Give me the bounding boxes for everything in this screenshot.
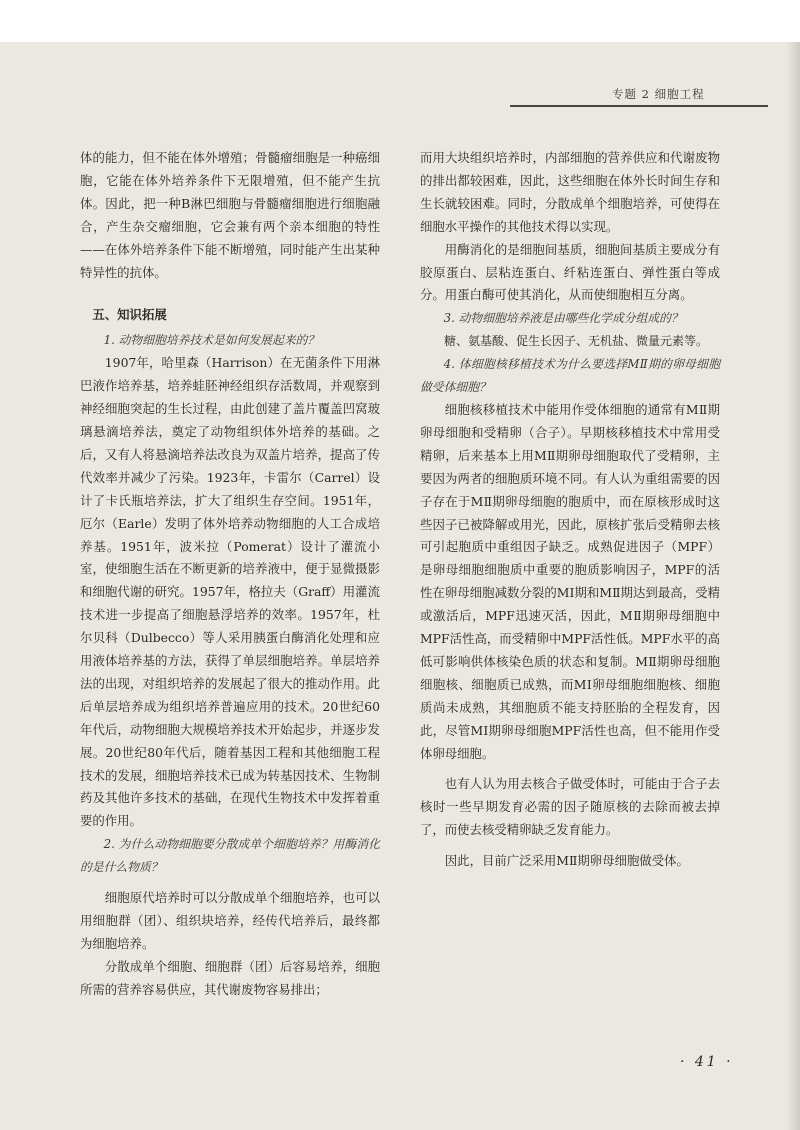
question-3: 3. 动物细胞培养液是由哪些化学成分组成的？ — [443, 311, 683, 326]
intro-paragraph: 体的能力，但不能在体外增殖；骨髓瘤细胞是一种癌细胞，它能在体外培养条件下无限增殖，但不能产生抗体。因此，把一种B淋巴细胞与骨髓瘤细胞进行细胞融合，产生杂交瘤细胞，它会兼有两个亲本细胞的特性——在体外培养条件下能不断增殖，同时能产生出某种特异性的抗体。 — [80, 150, 380, 280]
question-4: 4. 体细胞核移植技术为什么要选择MⅡ期的卵母细胞做受体细胞？ — [420, 357, 720, 395]
book-page — [0, 42, 800, 1130]
running-header: 专题 2 细胞工程 — [612, 87, 705, 101]
answer-1: 1907年，哈里森（Harrison）在无菌条件下用淋巴液作培养基，培养蛙胚神经组织存活数周，并观察到神经细胞突起的生长过程，由此创建了盖片覆盖凹窝玻璃悬滴培养法，奠定了动物组织体外培养的基础。之后，又有人将悬滴培养法改良为双盖片培养，提高了传代效率并减少了污染。1923年，卡雷尔（Carrel）设计了卡氏瓶培养法，扩大了组织生存空间。1951年，厄尔（Earle）发明了体外培养动物细胞的人工合成培养基。1951年，波米拉（Pomerat）设计了灌流小室，使细胞生活在不断更新的培养液中，便于显微摄影和细胞代谢的研究。1957年，格拉夫（Graff）用灌流技术进一步提高了细胞悬浮培养的效率。1957年，杜尔贝科（Dulbecco）等人采用胰蛋白酶消化处理和应用液体培养基的方法，获得了单层细胞培养。单层培养法的出现，对组织培养的发展起了很大的推动作用。此后单层培养成为组织培养普遍应用的技术。20世纪60年代后，动物细胞大规模培养技术开始起步，并逐步发展。20世纪80年代后，随着基因工程和其他细胞工程技术的发展，细胞培养技术已成为转基因技术、生物制药及其他许多技术的基础，在现代生物技术中发挥着重要的作用。 — [80, 355, 380, 829]
enzyme-paragraph: 用酶消化的是细胞间基质，细胞间基质主要成分有胶原蛋白、层粘连蛋白、纤粘连蛋白、弹性蛋白等成分。用蛋白酶可使其消化，从而使细胞相互分离。 — [420, 241, 720, 303]
answer-3: 糖、氨基酸、促生长因子、无机盐、微量元素等。 — [444, 334, 709, 349]
section-title: 五、知识拓展 — [92, 307, 167, 323]
question-2: 2. 为什么动物细胞要分散成单个细胞培养？用酶消化的是什么物质？ — [80, 837, 380, 875]
header-rule — [510, 105, 768, 107]
page-number: · 41 · — [680, 1054, 734, 1070]
answer-2-paragraph-1: 细胞原代培养时可以分散成单个细胞培养，也可以用细胞群（团）、组织块培养，经传代培养后，最终都为细胞培养。 — [80, 890, 380, 951]
answer-4-paragraph-3: 因此，目前广泛采用MⅡ期卵母细胞做受体。 — [444, 853, 689, 869]
right-column — [420, 147, 720, 873]
continued-paragraph: 而用大块组织培养时，内部细胞的营养供应和代谢废物的排出都较困难，因此，这些细胞在体外长时间生存和生长就较困难。同时，分散成单个细胞培养，可使得在细胞水平操作的其他技术得以实现。 — [420, 150, 720, 234]
left-column — [80, 147, 380, 1002]
answer-2-paragraph-2: 分散成单个细胞、细胞群（团）后容易培养，细胞所需的营养容易供应，其代谢废物容易排出； — [80, 958, 380, 997]
answer-4-paragraph-1: 细胞核移植技术中能用作受体细胞的通常有MⅡ期卵母细胞和受精卵（合子）。早期核移植技术中常用受精卵，后来基本上用MⅡ期卵母细胞取代了受精卵，主要因为两者的细胞质环境不同。有人认为重组需要的因子存在于MⅡ期卵母细胞的胞质中，而在原核形成时这些因子已被降解或用光，因此，原核扩张后受精卵去核可引起胞质中重组因子缺乏。成熟促进因子（MPF）是卵母细胞细胞质中重要的胞质影响因子，MPF的活性在卵母细胞减数分裂的MⅠ期和MⅡ期达到最高，受精或激活后，MPF迅速灭活，因此，MⅡ期卵母细胞中MPF活性高，而受精卵中MPF活性低。MPF水平的高低可影响供体核染色质的状态和复制。MⅡ期卵母细胞细胞核、细胞质已成熟，而MⅠ卵母细胞细胞核、细胞质尚未成熟，其细胞质不能支持胚胎的全程发育，因此，尽管MⅠ期卵母细胞MPF活性也高，但不能用作受体卵母细胞。 — [420, 401, 720, 761]
question-1: 1. 动物细胞培养技术是如何发展起来的？ — [103, 333, 320, 348]
answer-4-paragraph-2: 也有人认为用去核合子做受体时，可能由于合子去核时一些早期发育必需的因子随原核的去除而被去掉了，而使去核受精卵缺乏发育能力。 — [420, 776, 720, 838]
